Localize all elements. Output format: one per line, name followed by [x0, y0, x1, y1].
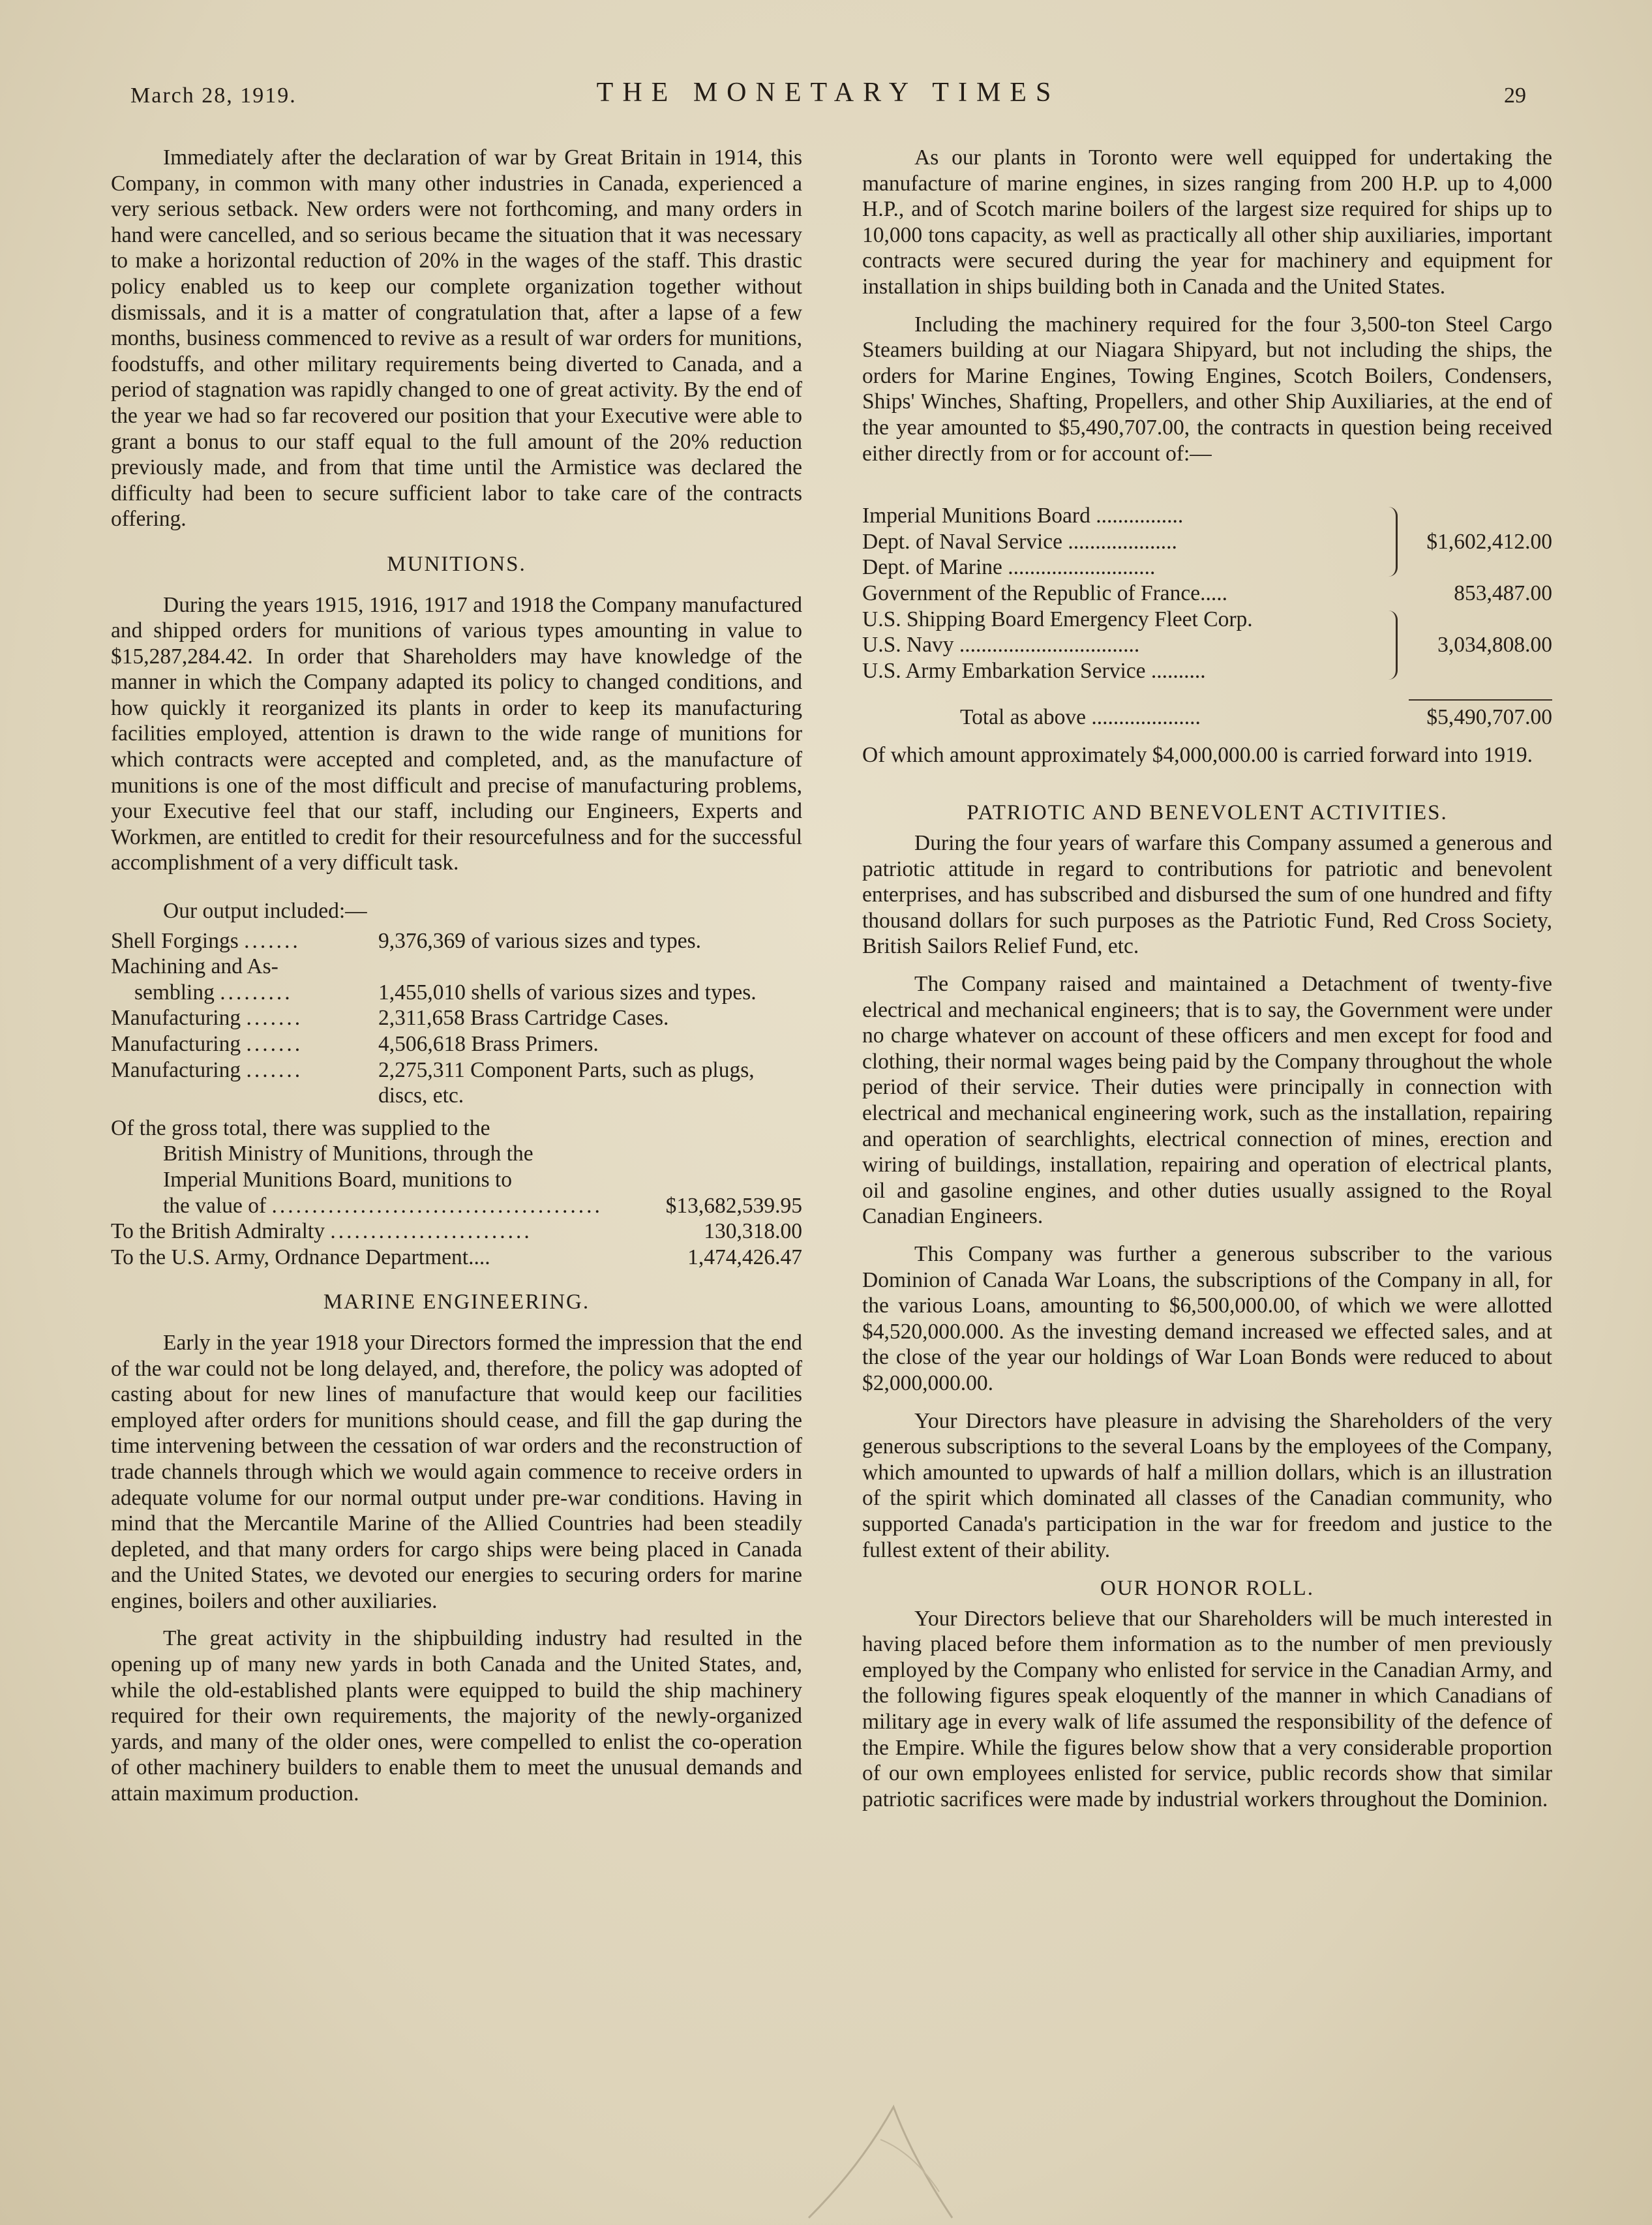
- gross-value-row: the value of ......................................... $13,682,539.95: [163, 1193, 802, 1218]
- list-item: Manufacturing ....... 2,311,658 Brass Cartridge Cases.: [111, 1006, 669, 1031]
- admiralty-row: To the British Admiralty ......................... 130,318.00: [111, 1219, 802, 1244]
- marine-paragraph: Early in the year 1918 your Directors formed the impression that the end of the war could not be long delayed, and, therefore, the policy was adopted of casting about for new lines of manufacture that would keep our facilities employed after orders for munitions should cease, and fill the gap during the time intervening between the cessation of war orders and the reconstruction of trade channels through which we would again commence to receive orders in adequate volume for our normal output under pre-war conditions. Having in mind that the Mercantile Marine of the Allied Countries had been steadily depleted, and that many orders for cargo ships were being placed in Canada and the United States, we devoted our energies to securing orders for marine engines, boilers and other auxiliaries.: [111, 1330, 802, 1613]
- list-item: Shell Forgings ....... 9,376,369 of various sizes and types.: [111, 928, 701, 953]
- honor-roll-heading: OUR HONOR ROLL.: [1100, 1577, 1314, 1601]
- employee-subscriptions-paragraph: Your Directors have pleasure in advising the Shareholders of the very generous subscriptions to the several Loans by the employees of the Company, which amounted to upwards of half a million dollars, which is an illustration of the spirit which dominated all classes of the Canadian community, who supported Canada's participation in the war for freedom and justice to the fullest extent of their ability.: [862, 1408, 1552, 1562]
- munitions-paragraph: During the years 1915, 1916, 1917 and 1918 the Company manufactured and shipped orders for munitions of various types amounting in value to $15,287,284.42. In order that Shareholders may have knowledge of the manner in which the Company adapted its policy to changed conditions, and how quickly it reorganized its plants in order to keep its manufacturing facilities employed, attention is drawn to the wide range of munitions for which contracts were accepted and completed, and, as the manufacture of munitions is one of the most difficult and precise of manufacturing problems, your Executive feel that our staff, including our Engineers, Experts and Workmen, are entitled to credit for their resourcefulness and for the successful accomplishment of a very difficult task.: [111, 592, 802, 875]
- marine-engineering-heading: MARINE ENGINEERING.: [323, 1290, 590, 1314]
- us-army-row: To the U.S. Army, Ordnance Department.... 1,474,426.47: [111, 1245, 802, 1269]
- war-loans-paragraph: This Company was further a generous subscriber to the various Dominion of Canada War Loans, the subscriptions of the Company in all, for the various Loans, amounting to $6,500,000.00, of which we were allotted $4,520,000.000. As the investing demand increased we effected sales, and at the close of the year our holdings of War Loan Bonds were reduced to about $2,000,000.00.: [862, 1241, 1552, 1395]
- contract-row: Government of the Republic of France..... 853,487.00: [862, 581, 1552, 605]
- machinery-orders-paragraph: Including the machinery required for the four 3,500-ton Steel Cargo Steamers building at our Niagara Shipyard, but not including the ships, the orders for Marine Engines, Towing Engines, Scotch Boilers, Condensers, Ships' Winches, Shafting, Propellers, and other Ship Auxiliaries, at the end of the year amounted to $5,490,707.00, the contracts in question being received either directly from or for account of:—: [862, 312, 1552, 466]
- total-row: Total as above .................... $5,490,707.00: [960, 705, 1552, 730]
- munitions-heading: MUNITIONS.: [387, 552, 526, 576]
- intro-paragraph: Immediately after the declaration of war by Great Britain in 1914, this Company, in common with many other industries in Canada, experienced a very serious setback. New orders were not forthcoming, and many orders in hand were cancelled, and so serious became the situation that it was necessary to make a horizontal reduction of 20% in the wages of the staff. This drastic policy enabled us to keep our complete organization together without dismissals, and it is a matter of congratulation that, after a lapse of a few months, business commenced to revive as a result of war orders for munitions, foodstuffs, and other military requirements being diverted to Canada, and a period of stagnation was rapidly changed to one of great activity. By the end of the year we had so far recovered our position that your Executive were able to grant a bonus to our staff equal to the full amount of the 20% reduction previously made, and from that time until the Armistice was declared the difficulty had been to secure sufficient labor to take care of the contracts offering.: [111, 145, 802, 532]
- gross-line: British Ministry of Munitions, through the: [163, 1142, 533, 1166]
- list-item: Machining and As-: [111, 954, 278, 979]
- list-item: sembling ......... 1,455,010 shells of various sizes and types.: [134, 980, 757, 1005]
- output-list: [111, 928, 802, 1109]
- brace: [1385, 507, 1398, 577]
- header-date: March 28, 1919.: [130, 83, 297, 108]
- decorative-ornament: [783, 2087, 1030, 2225]
- patriotic-paragraph: During the four years of warfare this Company assumed a generous and patriotic attitude in regard to contributions for patriotic and benevolent enterprises, and has subscribed and disbursed the sum of one hundred and fifty thousand dollars for such purposes as the Patriotic Fund, Red Cross Society, British Sailors Relief Fund, etc.: [862, 831, 1552, 959]
- brace: [1385, 611, 1398, 680]
- gross-line: Of the gross total, there was supplied to the: [111, 1115, 490, 1140]
- patriotic-heading: PATRIOTIC AND BENEVOLENT ACTIVITIES.: [967, 801, 1448, 825]
- gross-total-block: [111, 1115, 802, 1271]
- gross-line: Imperial Munitions Board, munitions to: [163, 1167, 513, 1192]
- output-intro: Our output included:—: [163, 899, 367, 924]
- toronto-plants-paragraph: As our plants in Toronto were well equipped for undertaking the manufacture of marine engines, in sizes ranging from 200 H.P. up to 4,000 H.P., and of Scotch marine boilers of the largest size required for ships up to 10,000 tons capacity, as well as practically all other ship auxiliaries, important contracts were secured during the year for machinery and equipment for installation in ships building both in Canada and the United States.: [862, 145, 1552, 299]
- list-item: Manufacturing ....... 4,506,618 Brass Primers.: [111, 1032, 599, 1056]
- shipbuilding-paragraph: The great activity in the shipbuilding industry had resulted in the opening up of many new yards in both Canada and the United States, and, while the old-established plants were equipped to build the ship machinery required for their own requirements, the majority of the newly-organized yards, and many of the older ones, were compelled to enlist the co-operation of other machinery builders to enable them to meet the unusual demands and attain maximum production.: [111, 1626, 802, 1806]
- page-header: [130, 77, 1526, 116]
- contract-group: Imperial Munitions Board ................ Dept. of Naval Service .................... Dept. of Marine ........................... $1,602,412.00: [862, 504, 1552, 580]
- publication-title: THE MONETARY TIMES: [596, 78, 1060, 108]
- left-column: [111, 145, 802, 1819]
- honor-roll-paragraph: Your Directors believe that our Shareholders will be much interested in having placed before them information as to the number of men previously employed by the Company who enlisted for service in the Canadian Army, and the following figures speak eloquently of the manner in which Canadians of military age in every walk of life assumed the responsibility of the defence of the Empire. While the figures below show that a very considerable proportion of our own employees enlisted for service, public records show that similar patriotic sacrifices were made by industrial workers throughout the Dominion.: [862, 1606, 1552, 1811]
- list-item: Manufacturing ....... 2,275,311 Component Parts, such as plugs, discs, etc.: [111, 1057, 755, 1108]
- carried-forward-text: Of which amount approximately $4,000,000.00 is carried forward into 1919.: [862, 742, 1533, 767]
- page-number: 29: [1504, 83, 1526, 108]
- right-column: [862, 145, 1552, 1824]
- contract-group: U.S. Shipping Board Emergency Fleet Corp. U.S. Navy ................................. U.S. Army Embarkation Service .......... 3,034,808.00: [862, 607, 1552, 683]
- total-rule: [1409, 699, 1552, 701]
- contracts-table: [862, 503, 1552, 731]
- detachment-paragraph: The Company raised and maintained a Detachment of twenty-five electrical and mechanical engineers; that is to say, the Government were under no charge whatever on account of these officers and men except for food and clothing, their normal wages being paid by the Company throughout the whole period of their service. Their duties were principally in connection with electrical and mechanical engineering work, such as the installation, repairing and operation of searchlights, electrical connection of mines, erection and wiring of buildings, installation, repairing and operation of electrical plants, oil and gasoline engines, and other duties usually assigned to the Royal Canadian Engineers.: [862, 972, 1552, 1229]
